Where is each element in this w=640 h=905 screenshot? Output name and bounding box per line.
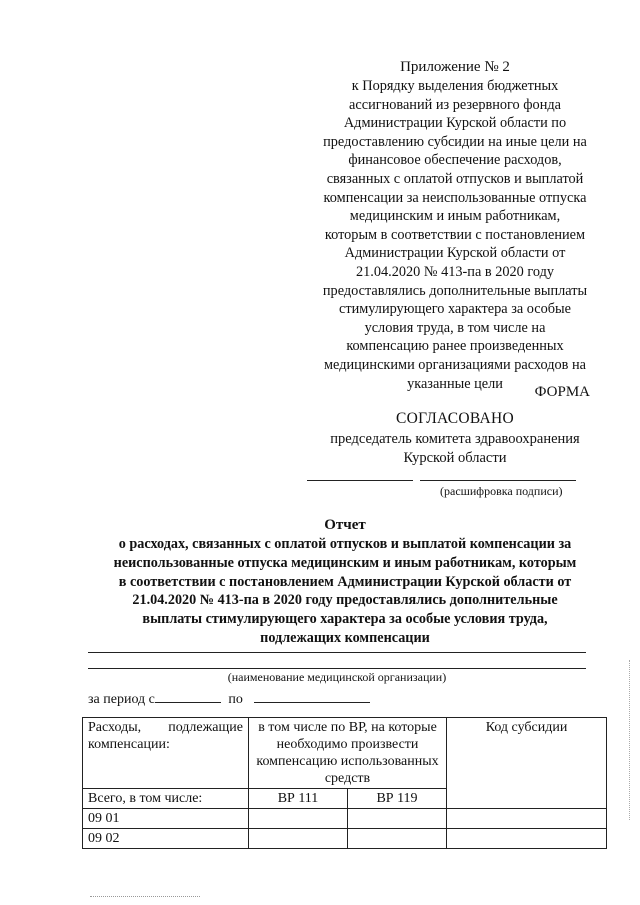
approval-region: Курской области: [403, 450, 507, 466]
report-subtitle: [80, 535, 610, 648]
org-name-line-2[interactable]: [88, 668, 586, 669]
report-line: подлежащих компенсации: [260, 629, 430, 646]
row-label: 09 01: [83, 809, 249, 829]
report-heading: [80, 515, 610, 648]
period-row: [88, 688, 370, 708]
report-line: выплаты стимулирующего характера за особые условия труда,: [142, 611, 548, 628]
period-to-field[interactable]: [254, 688, 370, 703]
report-line: в соответствии с постановлением Администрации Курской области от: [118, 573, 572, 590]
scan-bottom-artifact: [90, 896, 200, 897]
appendix-line: ассигнований из резервного фонда: [349, 96, 561, 113]
report-line: 21.04.2020 № 413-па в 2020 году предоставлялись дополнительные: [132, 592, 558, 609]
signature-line: [307, 480, 413, 481]
appendix-line: указанные цели: [407, 375, 503, 392]
scan-margin-artifact: [629, 660, 632, 820]
header-expenses: Расходы, подлежащие компенсации:: [83, 718, 249, 789]
appendix-line: стимулирующего характера за особые: [339, 301, 571, 318]
header-subsidy-code: Код субсидии: [447, 718, 607, 809]
period-from-field[interactable]: [155, 688, 221, 703]
appendix-line: Администрации Курской области по: [343, 115, 567, 132]
report-line: о расходах, связанных с оплатой отпусков и выплатой компенсации за: [118, 536, 572, 552]
appendix-header: [300, 58, 610, 393]
approval-position: председатель комитета здравоохранения: [330, 431, 580, 447]
appendix-line: 21.04.2020 № 413-па в 2020 году: [355, 263, 555, 280]
appendix-line: связанных с оплатой отпусков и выплатой: [326, 170, 584, 187]
appendix-title: Приложение № 2: [400, 59, 510, 75]
period-from-label: за период с: [88, 692, 155, 707]
appendix-text: [300, 77, 610, 393]
appendix-line: условия труда, в том числе на: [364, 319, 546, 336]
row-label: 09 02: [83, 829, 249, 849]
form-label: ФОРМА: [534, 384, 590, 400]
appendix-line: финансовое обеспечение расходов,: [348, 152, 562, 169]
approval-block: [300, 408, 610, 468]
signature-caption: (расшифровка подписи): [440, 484, 563, 498]
row-vr119-cell[interactable]: [348, 829, 447, 849]
appendix-line: медицинским и иным работникам,: [349, 208, 561, 225]
appendix-line: предоставлялись дополнительные выплаты: [322, 282, 588, 299]
report-title: Отчет: [324, 517, 366, 533]
vr-111-label: ВР 111: [249, 789, 348, 809]
appendix-line: которым в соответствии с постановлением: [324, 226, 586, 243]
report-line: неиспользованные отпуска медицинским и иным работникам, которым: [113, 554, 577, 571]
org-name-line-1[interactable]: [88, 652, 586, 653]
approval-title: СОГЛАСОВАНО: [395, 410, 515, 427]
appendix-line: компенсации за неиспользованные отпуска: [323, 189, 587, 206]
table-row: [83, 829, 607, 849]
row-vr111-cell[interactable]: [249, 829, 348, 849]
row-code-cell[interactable]: [447, 809, 607, 829]
vr-119-label: ВР 119: [348, 789, 447, 809]
org-name-caption: (наименование медицинской организации): [227, 670, 447, 684]
signature-name-line: [420, 480, 576, 481]
table-row: [83, 809, 607, 829]
row-vr111-cell[interactable]: [249, 809, 348, 829]
total-label: Всего, в том числе:: [83, 789, 249, 809]
header-vr: в том числе по ВР, на которые необходимо произвести компенсацию использованных средств: [249, 718, 447, 789]
row-code-cell[interactable]: [447, 829, 607, 849]
row-vr119-cell[interactable]: [348, 809, 447, 829]
period-to-label: по: [228, 692, 243, 707]
appendix-line: к Порядку выделения бюджетных: [351, 78, 559, 94]
expenses-table: [82, 717, 607, 849]
appendix-line: медицинскими организациями расходов на: [324, 356, 586, 373]
appendix-line: Администрации Курской области от: [344, 245, 566, 262]
table-header-row: [83, 718, 607, 789]
appendix-line: предоставлению субсидии на иные цели на: [323, 133, 587, 150]
appendix-line: компенсацию ранее произведенных: [346, 338, 564, 355]
